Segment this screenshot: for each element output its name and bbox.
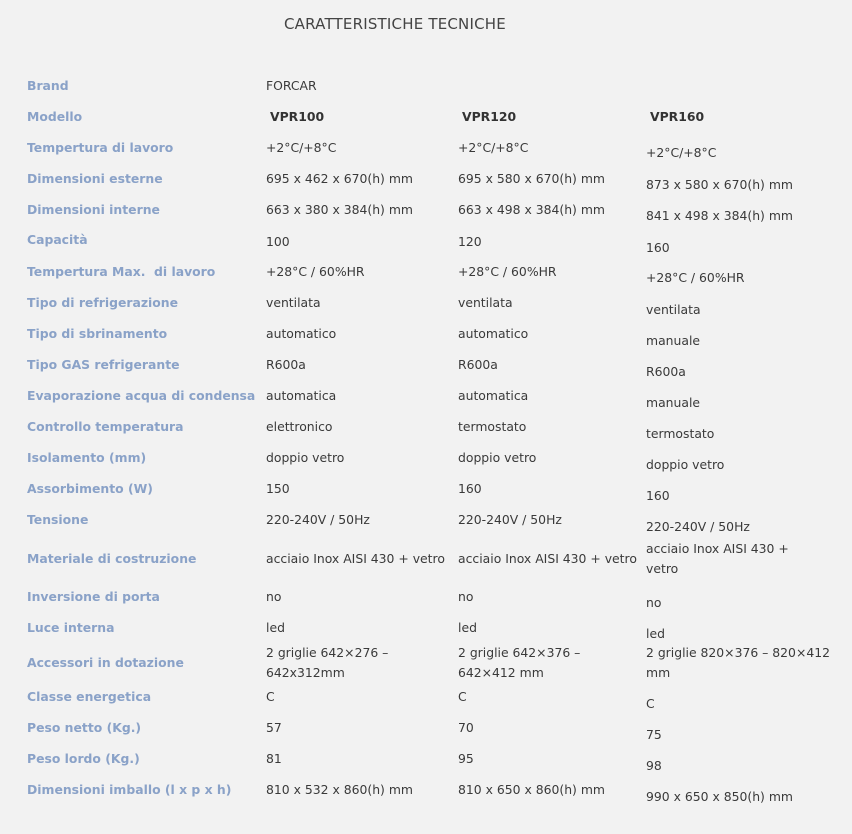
value-vpr120: automatico <box>458 326 529 341</box>
value-vpr160: R600a <box>646 364 686 379</box>
value-vpr100: automatica <box>266 388 337 403</box>
value-vpr120: no <box>458 589 474 604</box>
row-label: Tensione <box>27 512 89 527</box>
value-vpr120: doppio vetro <box>458 450 537 465</box>
value-vpr120: acciaio Inox AISI 430 + vetro <box>458 551 637 566</box>
row-label: Dimensioni esterne <box>27 171 163 186</box>
value-vpr160: C <box>646 696 655 711</box>
value-vpr120: 810 x 650 x 860(h) mm <box>458 782 605 797</box>
value-vpr100: 57 <box>266 720 282 735</box>
value-vpr160: 75 <box>646 727 662 742</box>
value-vpr100: R600a <box>266 357 306 372</box>
value-vpr100: 150 <box>266 481 290 496</box>
value-vpr120: 160 <box>458 481 482 496</box>
row-label: Classe energetica <box>27 689 152 704</box>
value-vpr160: 873 x 580 x 670(h) mm <box>646 177 793 192</box>
value-vpr160: +2°C/+8°C <box>646 145 717 160</box>
row-label: Tipo di sbrinamento <box>27 326 168 341</box>
value-vpr120: led <box>458 620 477 635</box>
row-label: Assorbimento (W) <box>27 481 153 496</box>
value-vpr120: 663 x 498 x 384(h) mm <box>458 202 605 217</box>
value-vpr100: 810 x 532 x 860(h) mm <box>266 782 413 797</box>
value-vpr100: automatico <box>266 326 337 341</box>
value-vpr160: manuale <box>646 333 701 348</box>
row-label: Tempertura Max. di lavoro <box>27 264 216 279</box>
row-label: Tempertura di lavoro <box>27 140 174 155</box>
row-label: Isolamento (mm) <box>27 450 147 465</box>
value-vpr160: acciaio Inox AISI 430 + vetro <box>646 541 789 576</box>
value-vpr160: doppio vetro <box>646 457 725 472</box>
page-title: CARATTERISTICHE TECNICHE <box>284 15 506 33</box>
row-label: Dimensioni imballo (l x p x h) <box>27 782 232 797</box>
value-vpr160: VPR160 <box>650 109 705 124</box>
value-vpr100: 100 <box>266 234 290 249</box>
value-vpr160: 841 x 498 x 384(h) mm <box>646 208 793 223</box>
value-vpr100: VPR100 <box>270 109 325 124</box>
value-vpr100: 695 x 462 x 670(h) mm <box>266 171 413 186</box>
value-vpr100: +28°C / 60%HR <box>266 264 365 279</box>
value-vpr120: R600a <box>458 357 498 372</box>
value-vpr100: C <box>266 689 275 704</box>
value-vpr120: C <box>458 689 467 704</box>
row-label: Tipo GAS refrigerante <box>27 357 180 372</box>
value-vpr160: 98 <box>646 758 662 773</box>
value-vpr160: 220-240V / 50Hz <box>646 519 750 534</box>
value-vpr100: doppio vetro <box>266 450 345 465</box>
value-vpr160: no <box>646 595 662 610</box>
value-vpr120: +28°C / 60%HR <box>458 264 557 279</box>
row-label: Tipo di refrigerazione <box>27 295 179 310</box>
row-label: Capacità <box>27 232 88 247</box>
value-vpr160: led <box>646 626 665 641</box>
value-vpr100: 663 x 380 x 384(h) mm <box>266 202 413 217</box>
value-vpr120: 695 x 580 x 670(h) mm <box>458 171 605 186</box>
value-vpr100: led <box>266 620 285 635</box>
value-vpr100: 2 griglie 642×276 – 642x312mm <box>266 645 389 680</box>
value-vpr160: +28°C / 60%HR <box>646 270 745 285</box>
value-vpr100: elettronico <box>266 419 333 434</box>
row-label: Materiale di costruzione <box>27 551 197 566</box>
row-label: Peso netto (Kg.) <box>27 720 142 735</box>
value-vpr160: termostato <box>646 426 715 441</box>
value-vpr120: 2 griglie 642×376 – 642×412 mm <box>458 645 581 680</box>
value-vpr120: automatica <box>458 388 529 403</box>
value-vpr160: 2 griglie 820×376 – 820×412 mm <box>646 645 830 680</box>
value-vpr100: 81 <box>266 751 282 766</box>
value-vpr120: ventilata <box>458 295 513 310</box>
value-vpr100: no <box>266 589 282 604</box>
row-label: Evaporazione acqua di condensa <box>27 388 256 403</box>
value-vpr120: 70 <box>458 720 474 735</box>
value-vpr120: VPR120 <box>462 109 517 124</box>
row-label: Controllo temperatura <box>27 419 184 434</box>
row-label: Inversione di porta <box>27 589 160 604</box>
value-vpr160: 160 <box>646 488 670 503</box>
value-vpr160: ventilata <box>646 302 701 317</box>
row-label: Brand <box>27 78 69 93</box>
value-vpr100: ventilata <box>266 295 321 310</box>
value-vpr100: +2°C/+8°C <box>266 140 337 155</box>
value-vpr160: 160 <box>646 240 670 255</box>
value-vpr120: +2°C/+8°C <box>458 140 529 155</box>
row-label: Dimensioni interne <box>27 202 160 217</box>
row-label: Modello <box>27 109 83 124</box>
value-vpr100: FORCAR <box>266 78 317 93</box>
value-vpr100: 220-240V / 50Hz <box>266 512 370 527</box>
value-vpr160: manuale <box>646 395 701 410</box>
row-label: Accessori in dotazione <box>27 655 184 670</box>
value-vpr120: 95 <box>458 751 474 766</box>
value-vpr160: 990 x 650 x 850(h) mm <box>646 789 793 804</box>
row-label: Peso lordo (Kg.) <box>27 751 140 766</box>
value-vpr120: termostato <box>458 419 527 434</box>
row-label: Luce interna <box>27 620 115 635</box>
value-vpr120: 220-240V / 50Hz <box>458 512 562 527</box>
value-vpr100: acciaio Inox AISI 430 + vetro <box>266 551 445 566</box>
value-vpr120: 120 <box>458 234 482 249</box>
